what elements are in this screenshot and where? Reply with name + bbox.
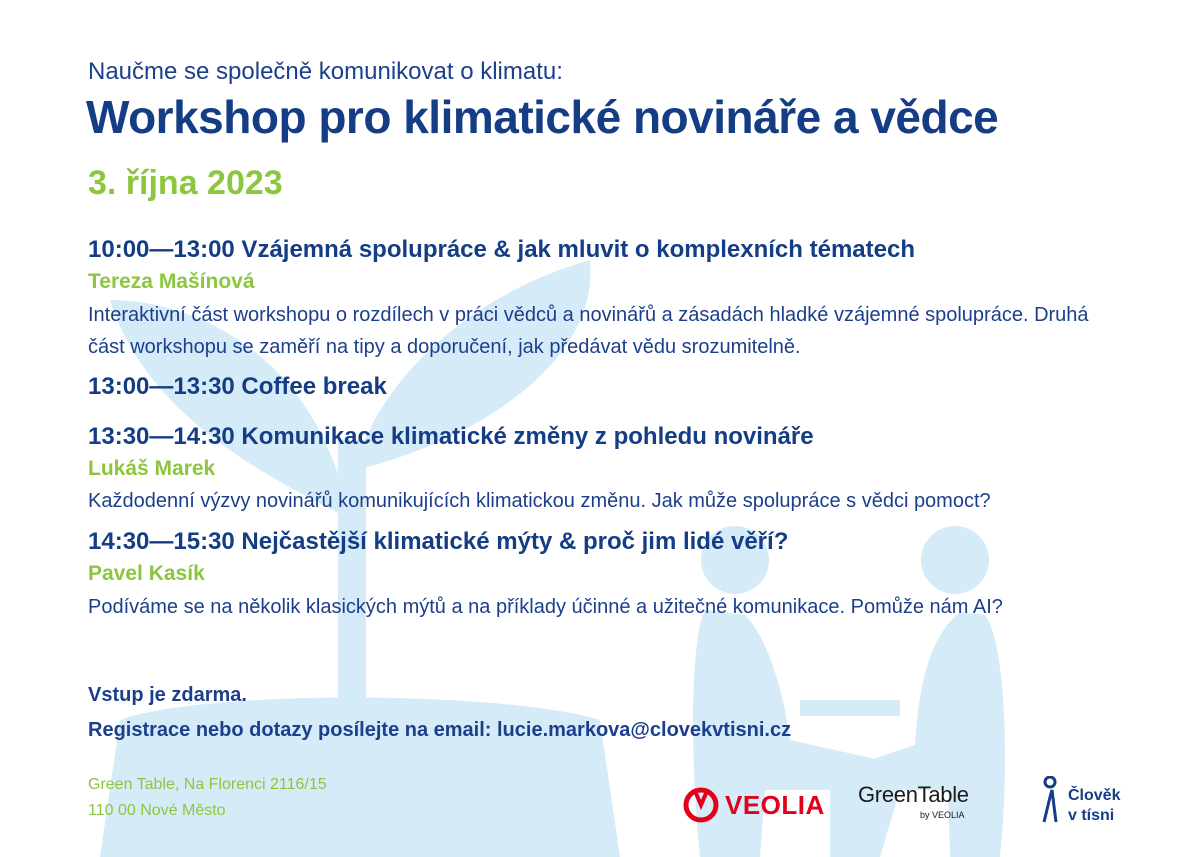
subtitle: Naučme se společně komunikovat o klimatu: [88, 58, 563, 85]
greentable-by-veolia: by VEOLIA [920, 810, 965, 820]
session-4-title: 14:30—15:30 Nejčastější klimatické mýty & proč jim lidé věří? [88, 528, 789, 555]
greentable-logo [858, 782, 969, 820]
page-title: Workshop pro klimatické novináře a vědce [86, 91, 999, 143]
person-figure-icon [1038, 776, 1060, 824]
veolia-icon [683, 787, 719, 823]
session-3-title: 13:30—14:30 Komunikace klimatické změny z pohledu novináře [88, 423, 814, 450]
registration-note: Registrace nebo dotazy posílejte na email: lucie.markova@clovekvtisni.cz [88, 719, 792, 741]
session-1-description: Interaktivní část workshopu o rozdílech v práci vědců a novinářů a zásadách hladké vzájemné spolupráce. Druhá část workshopu se zaměří na tipy a doporučení, jak předávat vědu srozumitelně. [88, 304, 1089, 358]
clovek-logo-line-2: v tísni [1068, 807, 1115, 824]
session-1-title: 10:00—13:00 Vzájemná spolupráce & jak mluvit o komplexních tématech [88, 236, 915, 263]
session-3-description: Každodenní výzvy novinářů komunikujících klimatickou změnu. Jak může spolupráce s vědci pomoct? [88, 490, 991, 512]
address-line-2: 110 00 Nové Město [88, 802, 226, 819]
address-line-1: Green Table, Na Florenci 2116/15 [88, 776, 327, 793]
event-date: 3. října 2023 [88, 164, 283, 202]
session-4-speaker: Pavel Kasík [88, 562, 205, 585]
session-3-speaker: Lukáš Marek [88, 457, 216, 480]
free-entry-note: Vstup je zdarma. [88, 684, 247, 706]
clovek-logo-line-1: Člověk [1068, 787, 1121, 804]
veolia-logo-text: VEOLIA [725, 789, 825, 820]
clovek-v-tisni-logo [1038, 776, 1120, 826]
session-1-speaker: Tereza Mašínová [88, 270, 255, 293]
greentable-logo-text: GreenTable [858, 782, 969, 807]
session-2-title: 13:00—13:30 Coffee break [88, 373, 387, 400]
session-4-description: Podíváme se na několik klasických mýtů a na příklady účinné a užitečné komunikace. Pomůže nám AI? [88, 596, 1003, 618]
veolia-logo [683, 787, 825, 823]
